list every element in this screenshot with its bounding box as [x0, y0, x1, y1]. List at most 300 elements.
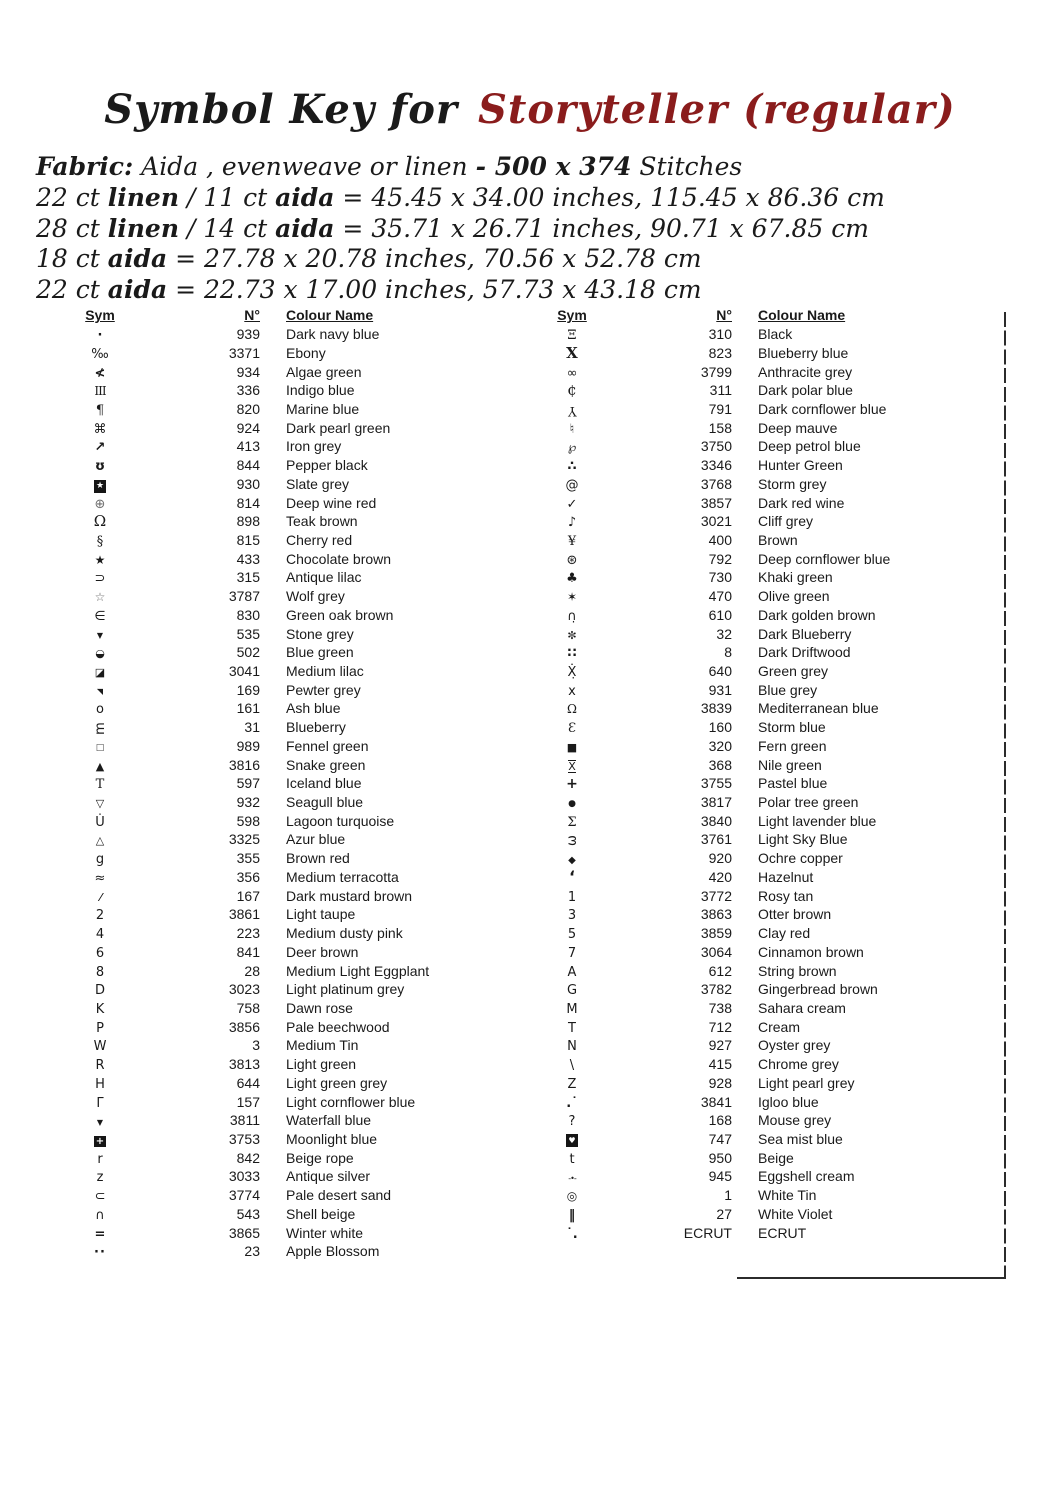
symbol-cell	[530, 850, 614, 867]
colour-name: Clay red	[758, 925, 811, 942]
symbol-row	[58, 1242, 488, 1261]
fabric-line	[36, 244, 885, 275]
symbol-cell	[530, 944, 614, 960]
symbol-glyph: -•-	[568, 1173, 576, 1183]
header-number: N°	[244, 307, 260, 324]
symbol-cell	[530, 981, 614, 997]
colour-name: Dark Blueberry	[758, 625, 852, 642]
fabric-text: = 45.45 x 34.00 inches, 115.45 x 86.36 cm	[334, 182, 885, 212]
fabric-text: 28 ct	[36, 213, 108, 243]
thread-number: 3768	[700, 475, 732, 492]
fabric-text: aida	[275, 213, 335, 243]
colour-name: Winter white	[286, 1224, 364, 1241]
thread-number: 3816	[228, 756, 260, 773]
colour-name: Fern green	[758, 737, 827, 754]
colour-name: Pastel blue	[758, 775, 828, 792]
thread-number: 3033	[228, 1168, 260, 1185]
symbol-row	[58, 568, 488, 587]
colour-name: Polar tree green	[758, 794, 859, 811]
fabric-text: = 35.71 x 26.71 inches, 90.71 x 67.85 cm	[334, 213, 869, 243]
symbol-cell	[58, 420, 142, 436]
colour-name: Black	[758, 326, 793, 343]
thread-number: 157	[236, 1093, 260, 1110]
symbol-glyph: ≮	[94, 365, 106, 381]
symbol-glyph: △	[95, 834, 105, 848]
symbol-row	[58, 699, 488, 718]
symbol-cell	[530, 1056, 614, 1072]
symbol-cell	[530, 551, 614, 567]
symbol-row	[530, 493, 960, 512]
symbol-cell	[58, 663, 142, 679]
symbol-glyph: ✶	[566, 590, 578, 605]
symbol-glyph: ★	[95, 480, 105, 491]
symbol-row	[58, 830, 488, 849]
symbol-row	[530, 849, 960, 868]
colour-name: Stone grey	[286, 625, 354, 642]
thread-number: 470	[708, 588, 732, 605]
colour-name: Algae green	[286, 363, 362, 380]
symbol-row	[58, 531, 488, 550]
symbol-glyph: T	[568, 1020, 576, 1036]
symbol-row	[58, 1148, 488, 1167]
symbol-glyph: x	[568, 683, 576, 699]
symbol-cell	[530, 1130, 614, 1147]
colour-name: Dark Driftwood	[758, 644, 851, 661]
symbol-glyph: ‘	[568, 866, 576, 886]
symbol-glyph: 1	[567, 889, 577, 905]
symbol-cell	[530, 888, 614, 904]
colour-name: Blueberry blue	[758, 344, 849, 361]
symbol-cell	[58, 1056, 142, 1072]
colour-name: Anthracite grey	[758, 363, 853, 380]
symbol-cell	[58, 775, 142, 791]
symbol-cell	[530, 438, 614, 454]
symbol-cell	[530, 1168, 614, 1185]
symbol-glyph: ʊ	[94, 459, 106, 475]
symbol-row	[58, 680, 488, 699]
symbol-row	[58, 418, 488, 437]
symbol-row	[58, 381, 488, 400]
symbol-row	[530, 531, 960, 550]
thread-number: 842	[236, 1149, 260, 1166]
symbol-row	[530, 1167, 960, 1186]
symbol-cell	[58, 364, 142, 380]
symbol-row	[58, 1036, 488, 1055]
symbol-glyph: z	[96, 1170, 104, 1186]
symbol-cell	[58, 700, 142, 716]
header-sym: Sym	[557, 307, 587, 324]
table-header	[58, 306, 488, 325]
symbol-row	[58, 1130, 488, 1149]
symbol-cell	[530, 757, 614, 773]
symbol-row	[530, 680, 960, 699]
symbol-row	[58, 793, 488, 812]
thread-number: 898	[236, 513, 260, 530]
symbol-glyph: ¶	[95, 402, 105, 418]
colour-name: Medium Light Eggplant	[286, 962, 430, 979]
symbol-cell	[58, 569, 142, 585]
symbol-row	[530, 774, 960, 793]
symbol-row	[58, 662, 488, 681]
symbol-table-right	[530, 306, 960, 1242]
symbol-glyph: ♣	[566, 571, 578, 587]
symbol-glyph: 5	[567, 927, 577, 943]
colour-name: Beige	[758, 1149, 794, 1166]
symbol-cell	[530, 700, 614, 716]
thread-number: 169	[236, 681, 260, 698]
symbol-glyph: ⊕	[94, 496, 106, 512]
thread-number: 820	[236, 400, 260, 417]
thread-number: 27	[716, 1205, 732, 1222]
symbol-cell	[58, 1243, 142, 1259]
colour-name: Dark navy blue	[286, 326, 380, 343]
thread-number: 3021	[700, 513, 732, 530]
symbol-table-left	[58, 306, 488, 1261]
colour-name: Olive green	[758, 588, 830, 605]
header-colour-name: Colour Name	[758, 307, 846, 324]
symbol-cell	[58, 719, 142, 735]
symbol-row	[58, 1186, 488, 1205]
symbol-row	[530, 905, 960, 924]
symbol-glyph: III	[94, 384, 106, 399]
colour-name: Iron grey	[286, 438, 342, 455]
colour-name: Antique lilac	[286, 569, 362, 586]
colour-name: Deep wine red	[286, 494, 377, 511]
thread-number: 841	[236, 943, 260, 960]
fabric-text: 22 ct	[36, 182, 108, 212]
symbol-glyph: Γ	[96, 1095, 104, 1111]
symbol-glyph: ♮	[569, 421, 575, 437]
symbol-glyph: N	[567, 1039, 577, 1055]
colour-name: Dark pearl green	[286, 419, 391, 436]
colour-name: Dark red wine	[758, 494, 845, 511]
symbol-row	[58, 1055, 488, 1074]
colour-name: Mouse grey	[758, 1112, 832, 1129]
symbol-row	[530, 1186, 960, 1205]
thread-number: 791	[708, 400, 732, 417]
symbol-row	[58, 325, 488, 344]
colour-name: Blue green	[286, 644, 354, 661]
symbol-glyph: ■	[566, 740, 578, 754]
thread-number: 356	[236, 868, 260, 885]
symbol-cell	[530, 1206, 614, 1222]
thread-number: 814	[236, 494, 260, 511]
thread-number: 823	[708, 344, 732, 361]
thread-number: 758	[236, 999, 260, 1016]
colour-name: Cliff grey	[758, 513, 813, 530]
colour-name: Cherry red	[286, 531, 353, 548]
symbol-row	[58, 868, 488, 887]
symbol-row	[530, 474, 960, 493]
symbol-row	[530, 1036, 960, 1055]
symbol-row	[58, 400, 488, 419]
symbol-cell	[58, 850, 142, 866]
symbol-row	[530, 755, 960, 774]
symbol-row	[58, 456, 488, 475]
symbol-glyph: ◥	[96, 687, 104, 697]
colour-name: Pewter grey	[286, 681, 361, 698]
colour-name: Light cornflower blue	[286, 1093, 416, 1110]
colour-name: Ebony	[286, 344, 326, 361]
thread-number: 320	[708, 737, 732, 754]
colour-name: String brown	[758, 962, 837, 979]
thread-number: 3753	[228, 1130, 260, 1147]
thread-number: 989	[236, 737, 260, 754]
symbol-glyph: ?	[568, 1114, 576, 1130]
thread-number: 3	[252, 1037, 260, 1054]
symbol-row	[58, 437, 488, 456]
colour-name: Waterfall blue	[286, 1112, 372, 1129]
symbol-cell	[530, 925, 614, 941]
colour-name: Snake green	[286, 756, 366, 773]
thread-number: 931	[708, 681, 732, 698]
colour-name: Seagull blue	[286, 794, 364, 811]
symbol-row	[58, 886, 488, 905]
fabric-text: Fabric:	[36, 152, 134, 181]
symbol-glyph: Σ	[567, 814, 577, 830]
symbol-row	[58, 924, 488, 943]
symbol-row	[58, 474, 488, 493]
symbol-glyph: K	[95, 1001, 105, 1017]
symbol-row	[530, 1223, 960, 1242]
colour-name: Hunter Green	[758, 457, 843, 474]
thread-number: 930	[236, 475, 260, 492]
symbol-glyph: ◒	[95, 647, 105, 661]
symbol-row	[530, 549, 960, 568]
symbol-cell	[530, 532, 614, 548]
symbol-cell	[530, 364, 614, 380]
thread-number: 161	[236, 700, 260, 717]
symbol-glyph: 6	[95, 945, 105, 961]
symbol-row	[58, 1205, 488, 1224]
symbol-row	[58, 512, 488, 531]
symbol-row	[530, 606, 960, 625]
colour-name: Pepper black	[286, 457, 368, 474]
symbol-cell	[58, 794, 142, 810]
colour-name: Deep petrol blue	[758, 438, 861, 455]
symbol-glyph: ‖	[568, 1207, 576, 1223]
symbol-glyph: +	[566, 776, 578, 793]
symbol-cell	[58, 551, 142, 567]
symbol-glyph: Ω	[93, 512, 107, 531]
colour-name: Rosy tan	[758, 887, 814, 904]
symbol-cell	[530, 738, 614, 754]
colour-name: Gingerbread brown	[758, 981, 878, 998]
thread-number: 598	[236, 812, 260, 829]
symbol-glyph: D	[94, 983, 105, 999]
symbol-row	[58, 1017, 488, 1036]
symbol-row	[530, 980, 960, 999]
colour-name: Medium dusty pink	[286, 925, 403, 942]
fabric-text: = 22.73 x 17.00 inches, 57.73 x 43.18 cm	[167, 275, 702, 305]
symbol-cell	[530, 1037, 614, 1053]
colour-name: Medium terracotta	[286, 868, 399, 885]
page-edge-bottom-line	[737, 1277, 1006, 1279]
colour-name: Sahara cream	[758, 999, 846, 1016]
symbol-row	[530, 1205, 960, 1224]
symbol-cell	[58, 326, 142, 342]
symbol-glyph: 7	[567, 945, 577, 961]
thread-number: 945	[708, 1168, 732, 1185]
symbol-row	[58, 587, 488, 606]
thread-number: 160	[708, 719, 732, 736]
symbol-cell	[530, 495, 614, 511]
symbol-row	[530, 662, 960, 681]
symbol-glyph: R	[95, 1058, 105, 1074]
thread-number: 610	[708, 606, 732, 623]
thread-number: 3840	[700, 812, 732, 829]
thread-number: 3857	[700, 494, 732, 511]
symbol-row	[530, 587, 960, 606]
colour-name: Wolf grey	[286, 588, 345, 605]
thread-number: 3865	[228, 1224, 260, 1241]
symbol-row	[58, 1073, 488, 1092]
thread-number: 3774	[228, 1187, 260, 1204]
symbol-glyph: ✼	[567, 628, 577, 642]
symbol-row	[58, 606, 488, 625]
symbol-glyph: ¢	[567, 381, 577, 400]
colour-name: ECRUT	[758, 1224, 807, 1241]
colour-name: Sea mist blue	[758, 1130, 843, 1147]
symbol-cell	[58, 963, 142, 979]
colour-name: Dark mustard brown	[286, 887, 413, 904]
thread-number: 1	[724, 1187, 732, 1204]
symbol-glyph: □	[95, 742, 105, 753]
symbol-row	[530, 1017, 960, 1036]
fabric-text: / 11 ct	[179, 182, 276, 212]
symbol-glyph: 3	[567, 908, 577, 924]
fabric-text: aida	[107, 244, 168, 274]
symbol-row	[530, 793, 960, 812]
symbol-cell	[58, 869, 142, 885]
symbol-row	[530, 343, 960, 362]
thread-number: 712	[708, 1018, 732, 1035]
title-pattern-name: Storyteller (regular)	[477, 86, 956, 133]
symbol-row	[58, 493, 488, 512]
symbol-cell	[58, 888, 142, 904]
symbol-cell	[530, 719, 614, 735]
colour-name: Azur blue	[286, 831, 346, 848]
colour-name: Dark golden brown	[758, 606, 876, 623]
symbol-cell	[58, 475, 142, 493]
thread-number: 3817	[700, 794, 732, 811]
colour-name: Igloo blue	[758, 1093, 819, 1110]
thread-number: 932	[236, 794, 260, 811]
thread-number: 730	[708, 569, 732, 586]
thread-number: 3841	[700, 1093, 732, 1110]
symbol-cell	[58, 681, 142, 698]
thread-number: 939	[236, 326, 260, 343]
symbol-row	[58, 718, 488, 737]
thread-number: 32	[716, 625, 732, 642]
symbol-cell	[58, 607, 142, 623]
symbol-cell	[530, 1150, 614, 1166]
thread-number: 950	[708, 1149, 732, 1166]
symbol-glyph: ♥	[568, 1136, 576, 1146]
thread-number: 3861	[228, 906, 260, 923]
symbol-glyph: 4	[95, 927, 105, 943]
colour-name: Teak brown	[286, 513, 358, 530]
thread-number: 844	[236, 457, 260, 474]
symbol-cell	[58, 588, 142, 604]
colour-name: Mediterranean blue	[758, 700, 879, 717]
symbol-cell	[530, 644, 614, 660]
colour-name: Green grey	[758, 663, 829, 680]
symbol-cell	[530, 588, 614, 604]
colour-name: Marine blue	[286, 400, 360, 417]
fabric-text: aida	[107, 275, 168, 305]
symbol-row	[530, 1073, 960, 1092]
colour-name: Beige rope	[286, 1149, 354, 1166]
symbol-glyph: ˙.	[566, 1226, 578, 1242]
symbol-row	[530, 362, 960, 381]
symbol-cell	[58, 1131, 142, 1147]
thread-number: 644	[236, 1074, 260, 1091]
thread-number: 924	[236, 419, 260, 436]
thread-number: 597	[236, 775, 260, 792]
symbol-glyph: ▼	[96, 1117, 104, 1127]
symbol-row	[58, 737, 488, 756]
symbol-glyph: t	[569, 1151, 575, 1167]
symbol-cell	[58, 401, 142, 417]
symbol-glyph: ◪	[94, 666, 106, 680]
colour-name: White Violet	[758, 1205, 833, 1222]
thread-number: 3787	[228, 588, 260, 605]
symbol-row	[530, 699, 960, 718]
table-body	[530, 325, 960, 1242]
symbol-cell	[58, 813, 142, 829]
symbol-cell	[58, 1000, 142, 1016]
colour-name: Light taupe	[286, 906, 356, 923]
colour-name: Ochre copper	[758, 850, 843, 867]
thread-number: 368	[708, 756, 732, 773]
thread-number: 3782	[700, 981, 732, 998]
thread-number: 3772	[700, 887, 732, 904]
symbol-glyph: ↗	[94, 440, 106, 456]
thread-number: 23	[244, 1243, 260, 1260]
symbol-row	[58, 549, 488, 568]
colour-name: Slate grey	[286, 475, 350, 492]
symbol-glyph: ∞	[566, 365, 578, 381]
symbol-row	[530, 643, 960, 662]
symbol-cell	[58, 438, 142, 454]
symbol-row	[530, 999, 960, 1018]
thread-number: 413	[236, 438, 260, 455]
symbol-cell	[530, 626, 614, 642]
symbol-cell	[58, 345, 142, 361]
table-body	[58, 325, 488, 1261]
colour-name: Pale beechwood	[286, 1018, 390, 1035]
fabric-text: = 27.78 x 20.78 inches, 70.56 x 52.78 cm	[167, 244, 702, 274]
symbol-glyph: U̇	[95, 814, 105, 830]
colour-name: Cream	[758, 1018, 801, 1035]
symbol-cell	[530, 866, 614, 886]
thread-number: 543	[236, 1205, 260, 1222]
thread-number: 3839	[700, 700, 732, 717]
colour-name: Moonlight blue	[286, 1130, 378, 1147]
colour-name: Light green	[286, 1056, 357, 1073]
colour-name: Cinnamon brown	[758, 943, 864, 960]
symbol-row	[530, 1092, 960, 1111]
fabric-text: 18 ct	[36, 244, 108, 274]
symbol-cell	[58, 382, 142, 398]
symbol-row	[530, 418, 960, 437]
symbol-glyph: ··	[94, 1245, 106, 1261]
fabric-text: 22 ct	[36, 275, 108, 305]
colour-name: Otter brown	[758, 906, 832, 923]
symbol-glyph: ∈	[94, 608, 106, 624]
symbol-row	[58, 774, 488, 793]
